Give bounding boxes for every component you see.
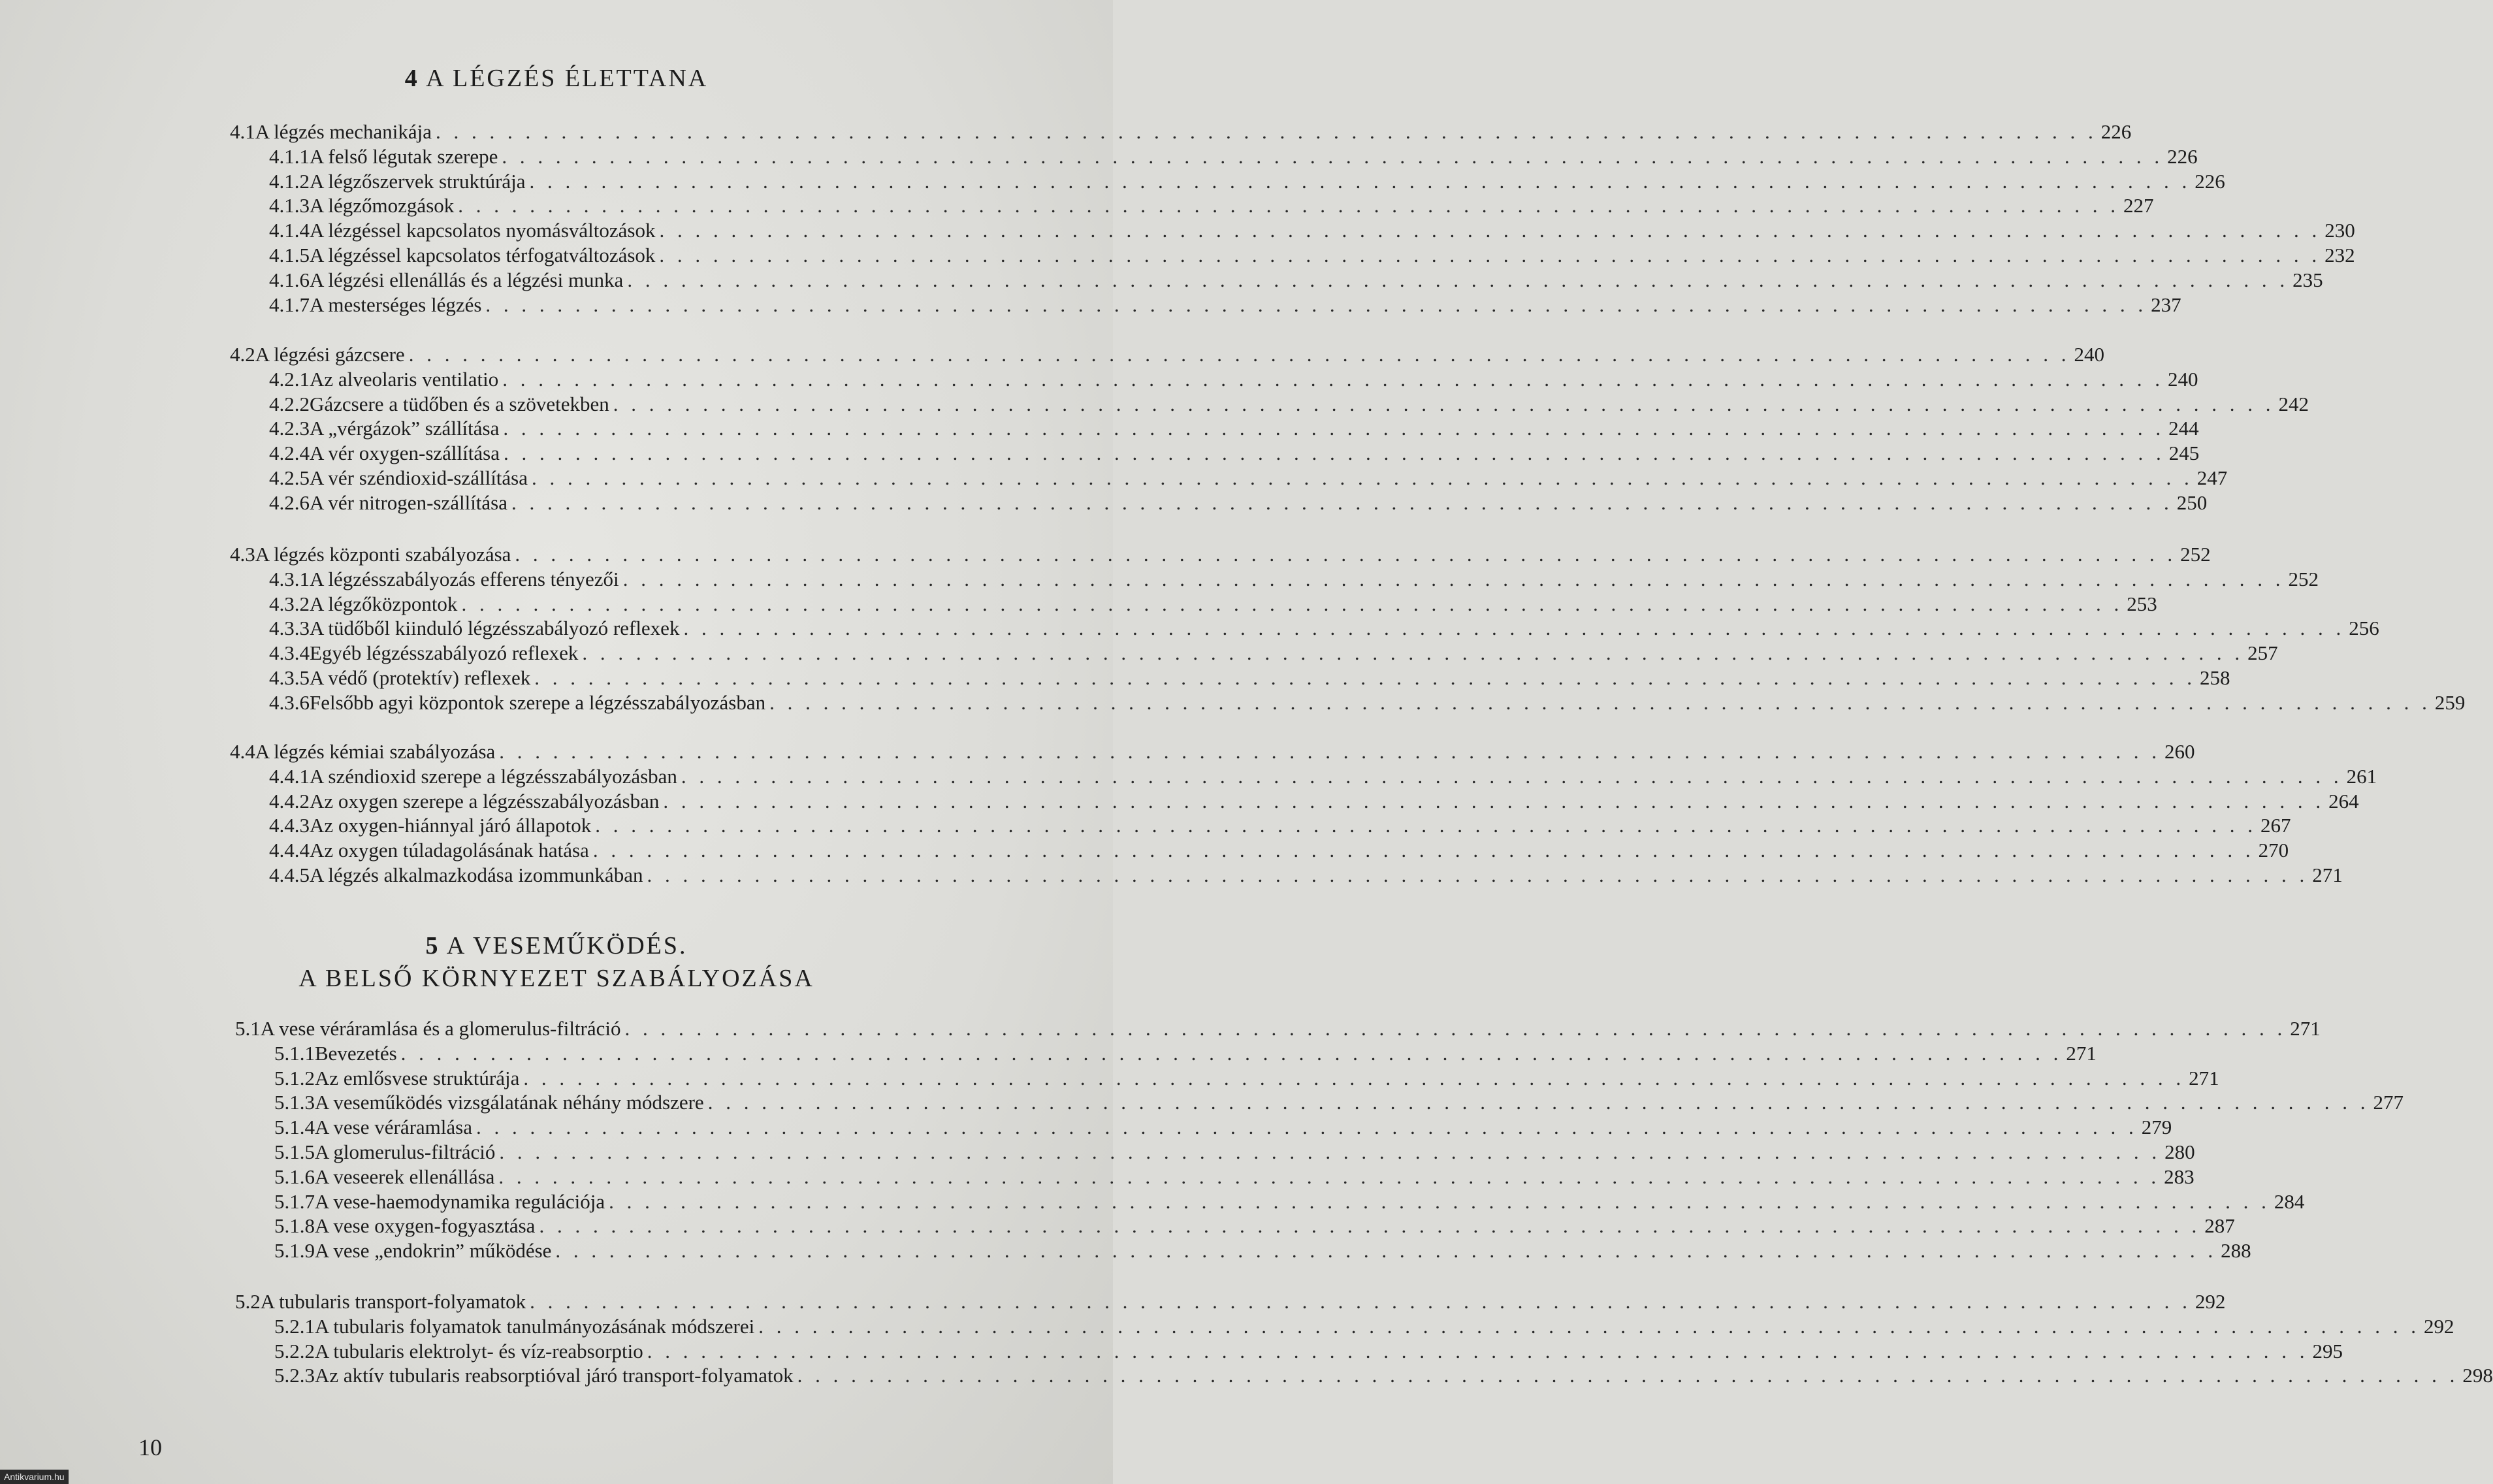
toc-subsection-title: Az oxygen túladagolásának hatása: [310, 839, 589, 862]
toc-subsection-title: A mesterséges légzés: [310, 293, 482, 316]
toc-subsection-number: 5.2.2: [274, 1339, 315, 1363]
toc-subsection-title: A légzésszabályozás efferens tényezői: [310, 567, 619, 590]
toc-subsection-number: 4.3.5: [269, 666, 310, 689]
toc-subsection-page: 298: [2462, 1364, 2493, 1387]
toc-subsection-number: 4.3.4: [269, 641, 310, 665]
dot-leader: . . . . . . . . . . . . . . . . . . . . . . . . . . . . . . . . . . . . . . . . . . . . . . . . . . . . . . . . . . . . . . . . . . . . . . . . . . . . . . . . . . . . . . . . . . . . .: [659, 244, 2321, 266]
toc-subsection-page: 237: [2151, 293, 2181, 316]
toc-section-title: A légzés központi szabályozása: [255, 543, 511, 566]
toc-subsection-number: 4.4.4: [269, 839, 310, 862]
toc-subsection-number: 4.3.2: [269, 592, 310, 615]
dot-leader: . . . . . . . . . . . . . . . . . . . . . . . . . . . . . . . . . . . . . . . . . . . . . . . . . . . . . . . . . . . . . . . . . . . . . . . . . . . . . . . . . . . . . . . . . . . . .: [499, 1140, 2161, 1163]
toc-subsection-row: [274, 1165, 2195, 1190]
toc-subsection-page: 256: [2349, 617, 2379, 640]
toc-subsection-page: 247: [2196, 466, 2228, 489]
dot-leader: . . . . . . . . . . . . . . . . . . . . . . . . . . . . . . . . . . . . . . . . . . . . . . . . . . . . . . . . . . . . . . . . . . . . . . . . . . . . . . . . . . . . . . . . . . . . .: [515, 543, 2177, 566]
toc-section-page: 226: [2100, 120, 2132, 143]
dot-leader: . . . . . . . . . . . . . . . . . . . . . . . . . . . . . . . . . . . . . . . . . . . . . . . . . . . . . . . . . . . . . . . . . . . . . . . . . . . . . . . . . . . . . . . . . . . . .: [758, 1314, 2420, 1338]
toc-subsection-row: [269, 789, 2359, 815]
toc-subsection-row: [269, 219, 2355, 244]
toc-section-number: 5.1: [235, 1017, 261, 1040]
toc-subsection-page: 259: [2434, 690, 2466, 714]
toc-subsection-title: A légzőközpontok: [310, 592, 458, 615]
toc-subsection-title: Felsőbb agyi központok szerepe a légzésszabályozásban: [310, 690, 766, 714]
toc-subsection-title: A veseerek ellenállása: [315, 1165, 495, 1188]
toc-subsection-row: [269, 863, 2343, 888]
toc-subsection-page: 277: [2373, 1091, 2404, 1114]
toc-subsection-row: [274, 1140, 2195, 1165]
toc-subsection-row: [269, 367, 2198, 393]
dot-leader: . . . . . . . . . . . . . . . . . . . . . . . . . . . . . . . . . . . . . . . . . . . . . . . . . . . . . . . . . . . . . . . . . . . . . . . . . . . . . . . . . . . . . . . . . . . . .: [436, 120, 2097, 143]
toc-section-number: 4.1: [230, 120, 255, 143]
dot-leader: . . . . . . . . . . . . . . . . . . . . . . . . . . . . . . . . . . . . . . . . . . . . . . . . . . . . . . . . . . . . . . . . . . . . . . . . . . . . . . . . . . . . . . . . . . . . .: [663, 789, 2325, 813]
toc-subsection-row: [269, 491, 2208, 516]
toc-subsection-page: 257: [2247, 641, 2278, 665]
chapter-number: 4: [404, 65, 419, 92]
toc-subsection-number: 5.1.2: [274, 1066, 315, 1089]
toc-subsection-page: 232: [2324, 244, 2355, 266]
dot-leader: . . . . . . . . . . . . . . . . . . . . . . . . . . . . . . . . . . . . . . . . . . . . . . . . . . . . . . . . . . . . . . . . . . . . . . . . . . . . . . . . . . . . . . . . . . . . .: [613, 392, 2275, 415]
toc-subsection-title: A tubularis elektrolyt- és víz-reabsorptio: [315, 1339, 643, 1363]
toc-subsection-page: 227: [2123, 194, 2154, 218]
toc-subsection-row: [269, 417, 2199, 442]
toc-subsection-title: Bevezetés: [315, 1041, 397, 1065]
toc-subsection-row: [269, 169, 2225, 195]
toc-section-row: [235, 1290, 2226, 1315]
chapter-heading: [0, 931, 1113, 960]
toc-subsection-title: Az alveolaris ventilatio: [310, 367, 499, 391]
toc-subsection-page: 292: [2423, 1314, 2454, 1338]
toc-subsection-title: Az oxygen-hiánnyal járó állapotok: [310, 814, 592, 837]
toc-section-page: 271: [2290, 1017, 2321, 1040]
toc-subsection-title: A glomerulus-filtráció: [315, 1140, 496, 1163]
toc-subsection-number: 5.1.9: [274, 1239, 315, 1263]
toc-subsection-title: A veseműködés vizsgálatának néhány módszere: [315, 1091, 704, 1114]
toc-subsection-row: [269, 466, 2228, 491]
toc-subsection-title: A vér nitrogen-szállítása: [310, 491, 508, 514]
chapter-number: 5: [425, 932, 440, 960]
toc-section-number: 4.4: [230, 740, 255, 763]
dot-leader: . . . . . . . . . . . . . . . . . . . . . . . . . . . . . . . . . . . . . . . . . . . . . . . . . . . . . . . . . . . . . . . . . . . . . . . . . . . . . . . . . . . . . . . . . . . . .: [461, 592, 2123, 615]
toc-subsection-title: A vér széndioxid-szállítása: [310, 466, 528, 489]
toc-section-title: A tubularis transport-folyamatok: [260, 1290, 526, 1313]
chapter-heading: [0, 964, 1113, 993]
dot-leader: . . . . . . . . . . . . . . . . . . . . . . . . . . . . . . . . . . . . . . . . . . . . . . . . . . . . . . . . . . . . . . . . . . . . . . . . . . . . . . . . . . . . . . . . . . . . .: [622, 567, 2285, 590]
toc-subsection-row: [274, 1364, 2493, 1389]
dot-leader: . . . . . . . . . . . . . . . . . . . . . . . . . . . . . . . . . . . . . . . . . . . . . . . . . . . . . . . . . . . . . . . . . . . . . . . . . . . . . . . . . . . . . . . . . . . . .: [400, 1041, 2063, 1065]
toc-subsection-row: [269, 244, 2355, 268]
toc-subsection-page: 270: [2258, 839, 2289, 862]
toc-subsection-number: 4.2.5: [269, 466, 310, 489]
toc-subsection-row: [269, 567, 2319, 592]
toc-subsection-title: Gázcsere a tüdőben és a szövetekben: [310, 392, 609, 415]
dot-leader: . . . . . . . . . . . . . . . . . . . . . . . . . . . . . . . . . . . . . . . . . . . . . . . . . . . . . . . . . . . . . . . . . . . . . . . . . . . . . . . . . . . . . . . . . . . . .: [485, 293, 2147, 316]
toc-subsection-title: A széndioxid szerepe a légzésszabályozásban: [310, 764, 677, 788]
dot-leader: . . . . . . . . . . . . . . . . . . . . . . . . . . . . . . . . . . . . . . . . . . . . . . . . . . . . . . . . . . . . . . . . . . . . . . . . . . . . . . . . . . . . . . . . . . . . .: [624, 1017, 2287, 1040]
toc-section-title: A légzés mechanikája: [255, 120, 432, 143]
toc-section-row: [235, 1017, 2321, 1042]
toc-subsection-page: 271: [2189, 1066, 2219, 1089]
chapter-title-line: A BELSŐ KÖRNYEZET SZABÁLYOZÁSA: [298, 965, 814, 992]
toc-subsection-number: 5.1.7: [274, 1189, 315, 1213]
toc-subsection-page: 283: [2164, 1165, 2195, 1188]
dot-leader: . . . . . . . . . . . . . . . . . . . . . . . . . . . . . . . . . . . . . . . . . . . . . . . . . . . . . . . . . . . . . . . . . . . . . . . . . . . . . . . . . . . . . . . . . . . . .: [609, 1189, 2270, 1213]
toc-subsection-page: 253: [2127, 592, 2157, 615]
toc-subsection-title: A légzőmozgások: [310, 194, 455, 218]
toc-subsection-row: [274, 1214, 2235, 1239]
toc-subsection-number: 5.1.3: [274, 1091, 315, 1114]
toc-subsection-row: [269, 592, 2157, 617]
toc-subsection-row: [269, 617, 2379, 641]
toc-subsection-title: A felső légutak szerepe: [310, 144, 498, 168]
toc-subsection-number: 4.2.1: [269, 367, 310, 391]
toc-section-row: [230, 543, 2211, 568]
toc-subsection-number: 4.4.3: [269, 814, 310, 837]
toc-subsection-row: [274, 1189, 2305, 1215]
dot-leader: . . . . . . . . . . . . . . . . . . . . . . . . . . . . . . . . . . . . . . . . . . . . . . . . . . . . . . . . . . . . . . . . . . . . . . . . . . . . . . . . . . . . . . . . . . . . .: [408, 343, 2070, 366]
watermark: Antikvarium.hu: [0, 1470, 69, 1484]
dot-leader: . . . . . . . . . . . . . . . . . . . . . . . . . . . . . . . . . . . . . . . . . . . . . . . . . . . . . . . . . . . . . . . . . . . . . . . . . . . . . . . . . . . . . . . . . . . . .: [458, 194, 2120, 218]
toc-subsection-row: [274, 1339, 2343, 1364]
chapter-title-line: A LÉGZÉS ÉLETTANA: [426, 65, 709, 92]
toc-subsection-number: 4.4.2: [269, 789, 310, 813]
dot-leader: . . . . . . . . . . . . . . . . . . . . . . . . . . . . . . . . . . . . . . . . . . . . . . . . . . . . . . . . . . . . . . . . . . . . . . . . . . . . . . . . . . . . . . . . . . . . .: [683, 617, 2345, 640]
toc-subsection-row: [269, 690, 2466, 716]
dot-leader: . . . . . . . . . . . . . . . . . . . . . . . . . . . . . . . . . . . . . . . . . . . . . . . . . . . . . . . . . . . . . . . . . . . . . . . . . . . . . . . . . . . . . . . . . . . . .: [499, 740, 2161, 763]
toc-subsection-number: 4.3.1: [269, 567, 310, 590]
toc-subsection-number: 4.3.6: [269, 690, 310, 714]
toc-section-title: A vese véráramlása és a glomerulus-filtráció: [260, 1017, 621, 1040]
dot-leader: . . . . . . . . . . . . . . . . . . . . . . . . . . . . . . . . . . . . . . . . . . . . . . . . . . . . . . . . . . . . . . . . . . . . . . . . . . . . . . . . . . . . . . . . . . . . .: [647, 1339, 2309, 1363]
toc-subsection-page: 271: [2312, 863, 2343, 886]
toc-subsection-title: A vese-haemodynamika regulációja: [315, 1189, 605, 1213]
toc-subsection-number: 5.1.6: [274, 1165, 315, 1188]
toc-section-page: 240: [2074, 343, 2104, 366]
dot-leader: . . . . . . . . . . . . . . . . . . . . . . . . . . . . . . . . . . . . . . . . . . . . . . . . . . . . . . . . . . . . . . . . . . . . . . . . . . . . . . . . . . . . . . . . . . . . .: [498, 1165, 2161, 1188]
toc-subsection-page: 252: [2288, 567, 2319, 590]
toc-subsection-row: [274, 1116, 2172, 1140]
toc-section-number: 4.3: [230, 543, 255, 566]
dot-leader: . . . . . . . . . . . . . . . . . . . . . . . . . . . . . . . . . . . . . . . . . . . . . . . . . . . . . . . . . . . . . . . . . . . . . . . . . . . . . . . . . . . . . . . . . . . . .: [532, 466, 2193, 489]
toc-subsection-page: 280: [2164, 1140, 2195, 1163]
toc-subsection-page: 258: [2200, 666, 2230, 689]
toc-subsection-title: A légzőszervek struktúrája: [310, 169, 526, 193]
dot-leader: . . . . . . . . . . . . . . . . . . . . . . . . . . . . . . . . . . . . . . . . . . . . . . . . . . . . . . . . . . . . . . . . . . . . . . . . . . . . . . . . . . . . . . . . . . . . .: [797, 1364, 2459, 1387]
toc-subsection-row: [269, 666, 2230, 691]
toc-subsection-title: A „vérgázok” szállítása: [310, 417, 500, 440]
toc-subsection-page: 261: [2346, 764, 2377, 788]
toc-subsection-number: 4.1.6: [269, 268, 310, 291]
toc-subsection-number: 4.2.3: [269, 417, 310, 440]
toc-subsection-title: A vese oxygen-fogyasztása: [315, 1214, 536, 1238]
dot-leader: . . . . . . . . . . . . . . . . . . . . . . . . . . . . . . . . . . . . . . . . . . . . . . . . . . . . . . . . . . . . . . . . . . . . . . . . . . . . . . . . . . . . . . . . . . . . .: [592, 839, 2255, 862]
toc-subsection-number: 4.2.6: [269, 491, 310, 514]
toc-subsection-page: 284: [2274, 1189, 2305, 1213]
toc-subsection-number: 4.2.2: [269, 392, 310, 415]
toc-subsection-row: [269, 392, 2309, 417]
toc-subsection-page: 295: [2312, 1339, 2343, 1363]
toc-subsection-title: A légzés alkalmazkodása izommunkában: [310, 863, 643, 886]
toc-subsection-page: 288: [2221, 1239, 2251, 1263]
toc-subsection-page: 250: [2176, 491, 2208, 514]
toc-subsection-number: 5.1.5: [274, 1140, 315, 1163]
dot-leader: . . . . . . . . . . . . . . . . . . . . . . . . . . . . . . . . . . . . . . . . . . . . . . . . . . . . . . . . . . . . . . . . . . . . . . . . . . . . . . . . . . . . . . . . . . . . .: [476, 1116, 2138, 1139]
dot-leader: . . . . . . . . . . . . . . . . . . . . . . . . . . . . . . . . . . . . . . . . . . . . . . . . . . . . . . . . . . . . . . . . . . . . . . . . . . . . . . . . . . . . . . . . . . . . .: [681, 764, 2343, 788]
toc-subsection-title: A védő (protektív) reflexek: [310, 666, 531, 689]
toc-subsection-row: [274, 1314, 2454, 1340]
toc-subsection-number: 4.1.7: [269, 293, 310, 316]
toc-subsection-page: 235: [2292, 268, 2323, 291]
toc-subsection-row: [274, 1066, 2219, 1091]
toc-section-row: [230, 343, 2104, 368]
dot-leader: . . . . . . . . . . . . . . . . . . . . . . . . . . . . . . . . . . . . . . . . . . . . . . . . . . . . . . . . . . . . . . . . . . . . . . . . . . . . . . . . . . . . . . . . . . . . .: [534, 666, 2196, 689]
toc-subsection-row: [269, 641, 2278, 666]
toc-subsection-number: 4.1.3: [269, 194, 310, 218]
dot-leader: . . . . . . . . . . . . . . . . . . . . . . . . . . . . . . . . . . . . . . . . . . . . . . . . . . . . . . . . . . . . . . . . . . . . . . . . . . . . . . . . . . . . . . . . . . . . .: [555, 1239, 2217, 1263]
toc-subsection-row: [274, 1239, 2251, 1264]
toc-subsection-row: [269, 839, 2289, 863]
toc-subsection-number: 4.1.4: [269, 219, 310, 242]
dot-leader: . . . . . . . . . . . . . . . . . . . . . . . . . . . . . . . . . . . . . . . . . . . . . . . . . . . . . . . . . . . . . . . . . . . . . . . . . . . . . . . . . . . . . . . . . . . . .: [530, 1290, 2191, 1313]
toc-section-page: 260: [2164, 740, 2195, 763]
dot-leader: . . . . . . . . . . . . . . . . . . . . . . . . . . . . . . . . . . . . . . . . . . . . . . . . . . . . . . . . . . . . . . . . . . . . . . . . . . . . . . . . . . . . . . . . . . . . .: [523, 1066, 2185, 1089]
toc-subsection-number: 4.4.5: [269, 863, 310, 886]
toc-subsection-title: Az aktív tubularis reabsorptióval járó transport-folyamatok: [315, 1364, 794, 1387]
toc-subsection-title: Az oxygen szerepe a légzésszabályozásban: [310, 789, 660, 813]
toc-subsection-number: 4.1.5: [269, 244, 310, 266]
toc-subsection-page: 279: [2141, 1116, 2172, 1139]
toc-subsection-number: 4.4.1: [269, 764, 310, 788]
toc-subsection-row: [269, 814, 2291, 839]
toc-subsection-number: 5.2.3: [274, 1364, 315, 1387]
toc-section-row: [230, 740, 2195, 765]
toc-subsection-title: A vese véráramlása: [315, 1116, 472, 1139]
toc-subsection-page: 226: [2167, 144, 2198, 168]
dot-leader: . . . . . . . . . . . . . . . . . . . . . . . . . . . . . . . . . . . . . . . . . . . . . . . . . . . . . . . . . . . . . . . . . . . . . . . . . . . . . . . . . . . . . . . . . . . . .: [503, 417, 2165, 440]
toc-section-number: 5.2: [235, 1290, 261, 1313]
toc-subsection-page: 267: [2260, 814, 2291, 837]
dot-leader: . . . . . . . . . . . . . . . . . . . . . . . . . . . . . . . . . . . . . . . . . . . . . . . . . . . . . . . . . . . . . . . . . . . . . . . . . . . . . . . . . . . . . . . . . . . . .: [582, 641, 2244, 665]
toc-subsection-row: [269, 442, 2200, 466]
dot-leader: . . . . . . . . . . . . . . . . . . . . . . . . . . . . . . . . . . . . . . . . . . . . . . . . . . . . . . . . . . . . . . . . . . . . . . . . . . . . . . . . . . . . . . . . . . . . .: [595, 814, 2257, 837]
toc-subsection-page: 271: [2066, 1041, 2097, 1065]
toc-subsection-number: 4.2.4: [269, 442, 310, 465]
toc-subsection-row: [269, 268, 2323, 293]
toc-subsection-title: A tüdőből kiinduló légzésszabályozó reflexek: [310, 617, 680, 640]
toc-section-title: A légzés kémiai szabályozása: [255, 740, 496, 763]
toc-subsection-title: A légzéssel kapcsolatos térfogatváltozások: [310, 244, 656, 266]
toc-subsection-number: 4.1.1: [269, 144, 310, 168]
toc-subsection-title: Egyéb légzésszabályozó reflexek: [310, 641, 579, 665]
toc-subsection-number: 4.1.2: [269, 169, 310, 193]
dot-leader: . . . . . . . . . . . . . . . . . . . . . . . . . . . . . . . . . . . . . . . . . . . . . . . . . . . . . . . . . . . . . . . . . . . . . . . . . . . . . . . . . . . . . . . . . . . . .: [502, 144, 2164, 168]
toc-subsection-title: A vese „endokrin” működése: [315, 1239, 552, 1263]
toc-subsection-row: [269, 764, 2377, 790]
dot-leader: . . . . . . . . . . . . . . . . . . . . . . . . . . . . . . . . . . . . . . . . . . . . . . . . . . . . . . . . . . . . . . . . . . . . . . . . . . . . . . . . . . . . . . . . . . . . .: [659, 219, 2321, 242]
toc-subsection-row: [274, 1041, 2097, 1067]
toc-subsection-number: 5.1.8: [274, 1214, 315, 1238]
toc-section-page: 292: [2195, 1290, 2226, 1313]
toc-subsection-page: 226: [2195, 169, 2225, 193]
dot-leader: . . . . . . . . . . . . . . . . . . . . . . . . . . . . . . . . . . . . . . . . . . . . . . . . . . . . . . . . . . . . . . . . . . . . . . . . . . . . . . . . . . . . . . . . . . . . .: [647, 863, 2309, 886]
dot-leader: . . . . . . . . . . . . . . . . . . . . . . . . . . . . . . . . . . . . . . . . . . . . . . . . . . . . . . . . . . . . . . . . . . . . . . . . . . . . . . . . . . . . . . . . . . . . .: [627, 268, 2289, 291]
toc-subsection-title: A légzési ellenállás és a légzési munka: [310, 268, 624, 291]
dot-leader: . . . . . . . . . . . . . . . . . . . . . . . . . . . . . . . . . . . . . . . . . . . . . . . . . . . . . . . . . . . . . . . . . . . . . . . . . . . . . . . . . . . . . . . . . . . . .: [503, 442, 2165, 465]
toc-section-number: 4.2: [230, 343, 255, 366]
toc-subsection-title: Az emlősvese struktúrája: [315, 1066, 520, 1089]
toc-subsection-number: 4.3.3: [269, 617, 310, 640]
toc-subsection-number: 5.2.1: [274, 1314, 315, 1338]
chapter-heading: [0, 64, 1113, 93]
toc-subsection-page: 242: [2278, 392, 2309, 415]
toc-subsection-page: 230: [2324, 219, 2355, 242]
toc-section-row: [230, 120, 2132, 145]
toc-subsection-row: [269, 144, 2198, 170]
toc-subsection-page: 245: [2168, 442, 2200, 465]
toc-subsection-page: 244: [2168, 417, 2199, 440]
toc-section-page: 252: [2180, 543, 2211, 566]
toc-subsection-row: [274, 1091, 2404, 1116]
toc-subsection-row: [269, 293, 2181, 318]
dot-leader: . . . . . . . . . . . . . . . . . . . . . . . . . . . . . . . . . . . . . . . . . . . . . . . . . . . . . . . . . . . . . . . . . . . . . . . . . . . . . . . . . . . . . . . . . . . . .: [529, 169, 2191, 193]
toc-subsection-title: A vér oxygen-szállítása: [310, 442, 500, 465]
toc-subsection-page: 264: [2328, 789, 2359, 813]
toc-subsection-row: [269, 194, 2154, 219]
toc-subsection-number: 5.1.1: [274, 1041, 315, 1065]
dot-leader: . . . . . . . . . . . . . . . . . . . . . . . . . . . . . . . . . . . . . . . . . . . . . . . . . . . . . . . . . . . . . . . . . . . . . . . . . . . . . . . . . . . . . . . . . . . . .: [769, 690, 2431, 714]
page-number: 10: [138, 1434, 162, 1460]
chapter-title-line: A VESEMŰKÖDÉS.: [446, 932, 688, 960]
dot-leader: . . . . . . . . . . . . . . . . . . . . . . . . . . . . . . . . . . . . . . . . . . . . . . . . . . . . . . . . . . . . . . . . . . . . . . . . . . . . . . . . . . . . . . . . . . . . .: [539, 1214, 2201, 1238]
dot-leader: . . . . . . . . . . . . . . . . . . . . . . . . . . . . . . . . . . . . . . . . . . . . . . . . . . . . . . . . . . . . . . . . . . . . . . . . . . . . . . . . . . . . . . . . . . . . .: [511, 491, 2173, 514]
dot-leader: . . . . . . . . . . . . . . . . . . . . . . . . . . . . . . . . . . . . . . . . . . . . . . . . . . . . . . . . . . . . . . . . . . . . . . . . . . . . . . . . . . . . . . . . . . . . .: [707, 1091, 2370, 1114]
toc-subsection-title: A tubularis folyamatok tanulmányozásának módszerei: [315, 1314, 755, 1338]
dot-leader: . . . . . . . . . . . . . . . . . . . . . . . . . . . . . . . . . . . . . . . . . . . . . . . . . . . . . . . . . . . . . . . . . . . . . . . . . . . . . . . . . . . . . . . . . . . . .: [502, 367, 2164, 391]
toc-subsection-page: 240: [2167, 367, 2198, 391]
toc-subsection-title: A lézgéssel kapcsolatos nyomásváltozások: [310, 219, 656, 242]
toc-subsection-page: 287: [2204, 1214, 2235, 1238]
toc-section-title: A légzési gázcsere: [255, 343, 405, 366]
toc-subsection-number: 5.1.4: [274, 1116, 315, 1139]
